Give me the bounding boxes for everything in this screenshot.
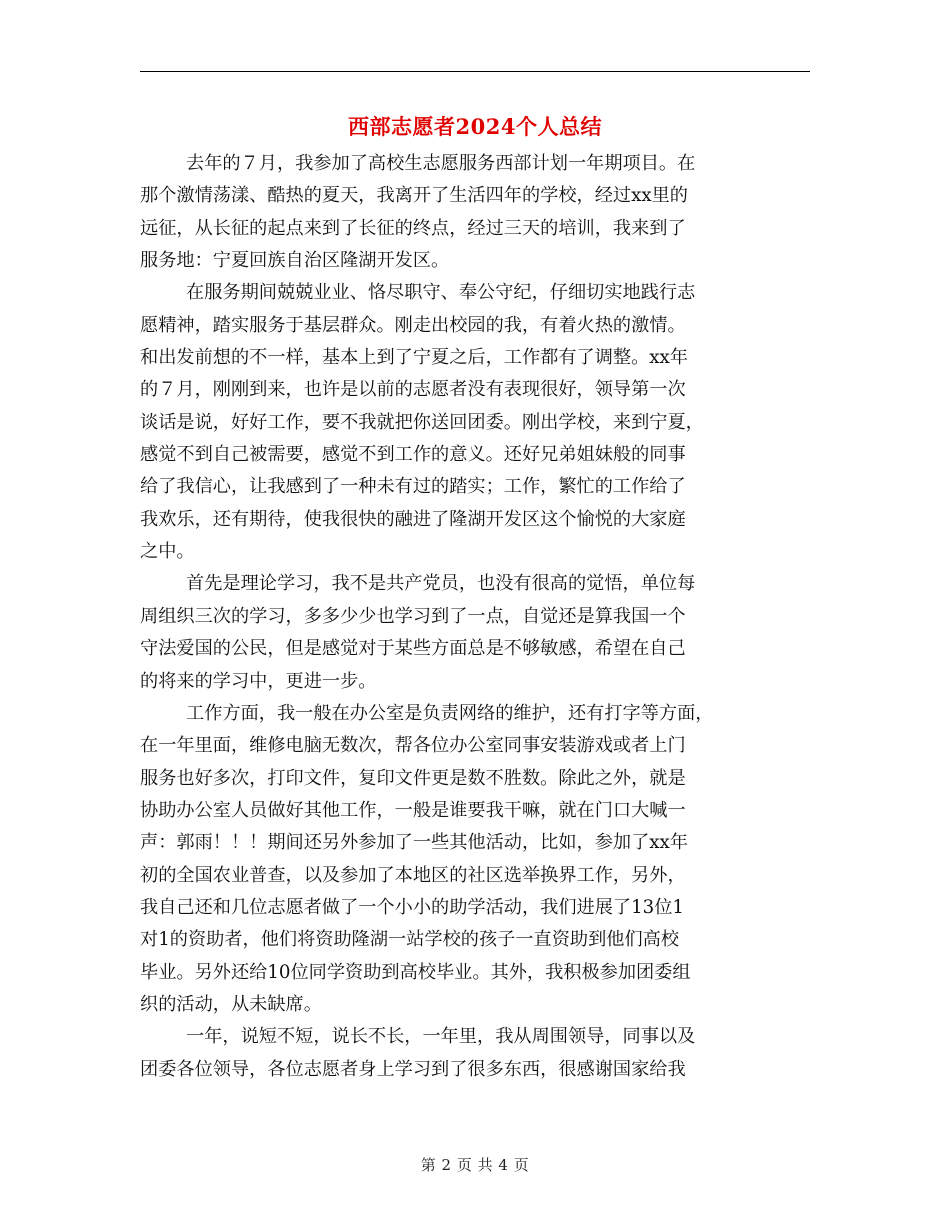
text-line: 谈话是说，好好工作，要不我就把你送回团委。刚出学校，来到宁夏， [140, 411, 704, 433]
page-number-footer: 第 2 页 共 4 页 [420, 1156, 530, 1174]
text-line: 的将来的学习中，更进一步。 [140, 670, 377, 692]
document-title: 西部志愿者2024个人总结 [348, 114, 602, 139]
text-line: 远征，从长征的起点来到了长征的终点，经过三天的培训，我来到了 [140, 217, 686, 239]
text-line: 对1的资助者，他们将资助隆湖一站学校的孩子一直资助到他们高校 [140, 929, 680, 951]
text-line: 毕业。另外还给10位同学资助到高校毕业。其外，我积极参加团委组 [140, 961, 691, 983]
text-line: 一年，说短不短，说长不长，一年里，我从周围领导，同事以及 [186, 1026, 696, 1048]
text-line: 我自己还和几位志愿者做了一个小小的助学活动，我们进展了13位1 [140, 896, 684, 918]
text-line: 去年的７月，我参加了高校生志愿服务西部计划一年期项目。在 [186, 153, 696, 174]
document-body [140, 148, 810, 1086]
text-line: 和出发前想的不一样，基本上到了宁夏之后，工作都有了调整。xx年 [140, 347, 688, 369]
text-line: 之中。 [140, 541, 195, 563]
text-line: 初的全国农业普查，以及参加了本地区的社区选举换界工作，另外， [140, 864, 686, 886]
text-line: 愿精神，踏实服务于基层群众。刚走出校园的我，有着火热的激情。 [140, 314, 686, 336]
text-line: 织的活动，从未缺席。 [140, 993, 322, 1015]
text-line: 首先是理论学习，我不是共产党员，也没有很高的觉悟，单位每 [186, 573, 696, 595]
text-line: 那个激情荡漾、酷热的夏天，我离开了生活四年的学校，经过xx里的 [140, 185, 688, 207]
text-line: 服务地：宁夏回族自治区隆湖开发区。 [140, 250, 450, 272]
text-line: 在服务期间兢兢业业、恪尽职守、奉公守纪，仔细切实地践行志 [186, 282, 696, 304]
text-line: 团委各位领导，各位志愿者身上学习到了很多东西，很感谢国家给我 [140, 1058, 686, 1080]
text-line: 的７月，刚刚到来，也许是以前的志愿者没有表现很好，领导第一次 [140, 379, 686, 401]
text-line: 感觉不到自己被需要，感觉不到工作的意义。还好兄弟姐妹般的同事 [140, 444, 686, 466]
text-line: 周组织三次的学习，多多少少也学习到了一点，自觉还是算我国一个 [140, 605, 686, 627]
text-line: 在一年里面，维修电脑无数次，帮各位办公室同事安装游戏或者上门 [140, 735, 686, 757]
header-rule [140, 71, 810, 72]
text-line: 服务也好多次，打印文件，复印文件更是数不胜数。除此之外，就是 [140, 767, 686, 789]
text-line: 守法爱国的公民，但是感觉对于某些方面总是不够敏感，希望在自己 [140, 638, 686, 660]
text-line: 协助办公室人员做好其他工作，一般是谁要我干嘛，就在门口大喊一 [140, 799, 686, 821]
text-line: 给了我信心，让我感到了一种未有过的踏实；工作，繁忙的工作给了 [140, 476, 686, 498]
text-line: 工作方面，我一般在办公室是负责网络的维护，还有打字等方面， [186, 702, 714, 724]
text-line: 声：郭雨！！！期间还另外参加了一些其他活动，比如，参加了xx年 [140, 832, 688, 854]
text-line: 我欢乐，还有期待，使我很快的融进了隆湖开发区这个愉悦的大家庭 [140, 508, 686, 530]
